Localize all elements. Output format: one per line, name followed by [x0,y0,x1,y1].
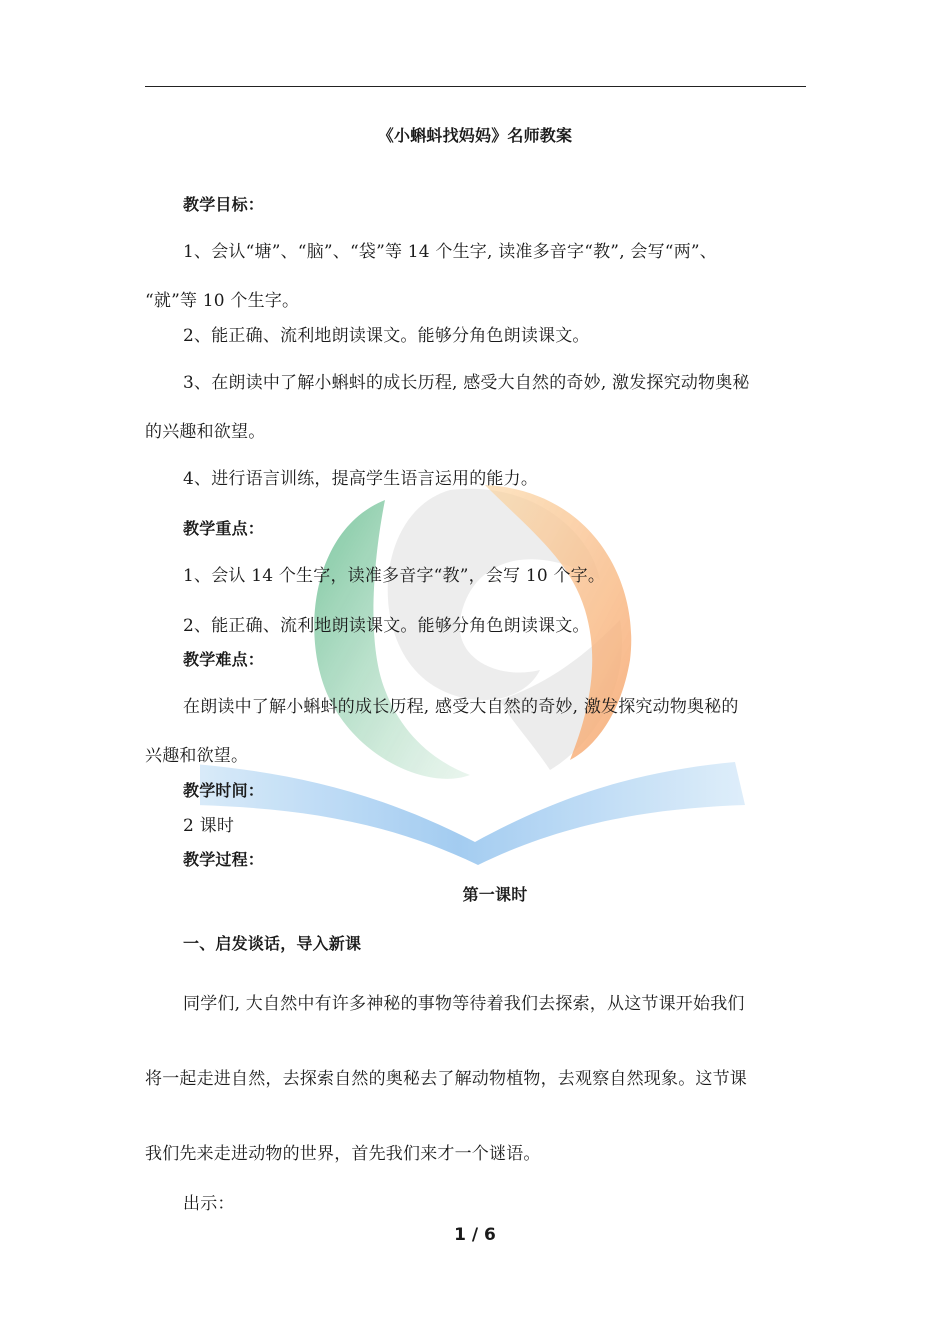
paragraph-1-line-1: 同学们, 大自然中有许多神秘的事物等待着我们去探索，从这节课开始我们 [183,994,745,1014]
difficulty-heading: 教学难点： [183,650,265,669]
paragraph-1-line-2: 将一起走进自然，去探索自然的奥秘去了解动物植物，去观察自然现象。这节课 [145,1069,747,1089]
goal-2: 2、能正确、流利地朗读课文。能够分角色朗读课文。 [183,326,590,346]
goal-1-line-2: “就”等 10 个生字。 [145,291,300,311]
goal-3-line-2: 的兴趣和欲望。 [145,422,266,442]
goal-4: 4、进行语言训练，提高学生语言运用的能力。 [183,469,539,489]
paragraph-1-line-3: 我们先来走进动物的世界，首先我们来才一个谜语。 [145,1144,541,1164]
section-1-heading: 一、启发谈话，导入新课 [183,934,362,953]
page-number: 1 / 6 [454,1225,496,1245]
key-points-heading: 教学重点： [183,519,265,538]
logo-watermark [200,470,760,870]
process-heading: 教学过程： [183,850,265,869]
time-heading: 教学时间： [183,781,265,800]
lesson-1-heading: 第一课时 [462,885,528,904]
goals-heading: 教学目标： [183,195,265,214]
key-point-2: 2、能正确、流利地朗读课文。能够分角色朗读课文。 [183,616,590,636]
header-rule [145,86,806,87]
difficulty-line-1: 在朗读中了解小蝌蚪的成长历程, 感受大自然的奇妙, 激发探究动物奥秘的 [183,697,739,717]
show-label: 出示： [183,1194,235,1214]
goal-1-line-1: 1、会认“塘”、“脑”、“袋”等 14 个生字, 读准多音字“教”, 会写“两”、 [183,242,717,262]
goal-3-line-1: 3、在朗读中了解小蝌蚪的成长历程, 感受大自然的奇妙, 激发探究动物奥秘 [183,373,750,393]
document-title: 《小蝌蚪找妈妈》名师教案 [377,126,573,145]
difficulty-line-2: 兴趣和欲望。 [145,746,249,766]
time-value: 2 课时 [183,816,235,836]
key-point-1: 1、会认 14 个生字，读准多音字“教”，会写 10 个字。 [183,566,606,586]
